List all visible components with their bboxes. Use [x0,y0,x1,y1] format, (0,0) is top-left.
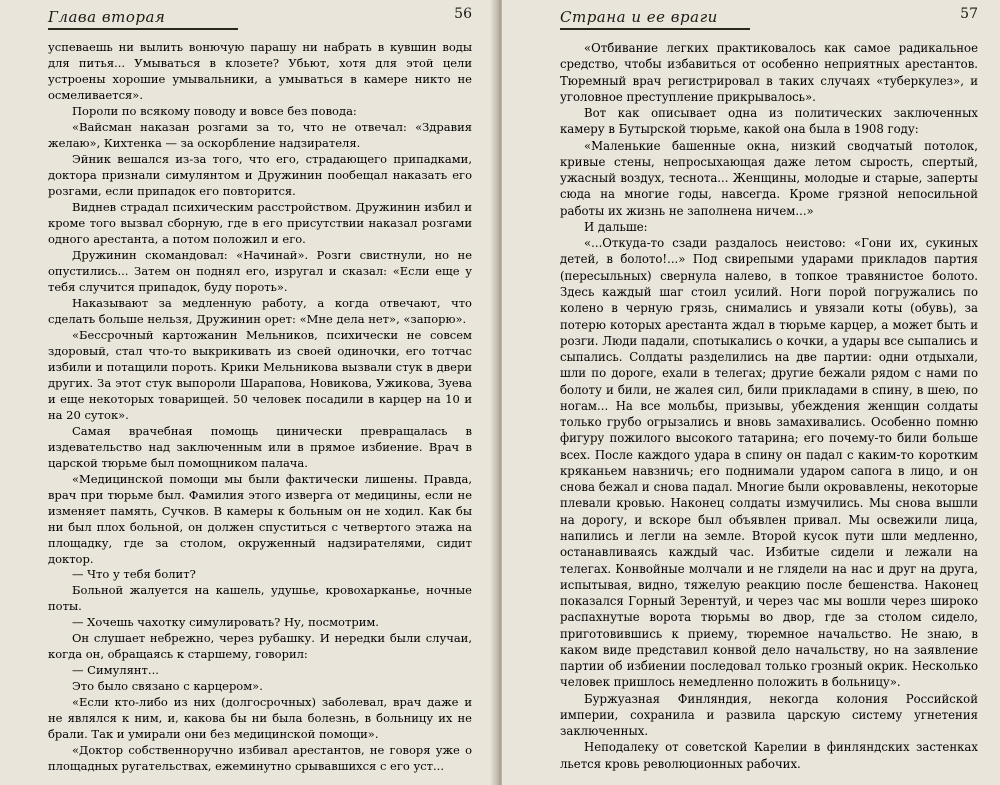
right-running-title: Страна и ее враги [560,8,718,26]
paragraph: Неподалеку от советской Карелии в финляндских застенках льется кровь революционных рабочих. [560,740,978,771]
paragraph: Это было связано с карцером». [72,679,263,694]
paragraph: «Отбивание легких практиковалось как самое радикальное средство, чтобы избавиться от особенно неприятных арестантов. Тюремный врач регистрировал в таких случаях «туберкулез», и уголовное преступление прикрывалось». [560,41,978,104]
left-running-title: Глава вторая [48,8,166,26]
paragraph: — Симулянт... [72,663,159,678]
paragraph: — Что у тебя болит? [72,567,196,582]
paragraph: Буржуазная Финляндия, некогда колония Российской империи, сохранила и развила царскую систему угнетения заключенных. [560,691,978,739]
paragraph: Самая врачебная помощь цинически превращалась в издевательство над заключенным или в прямое избиение. Врач в царской тюрьме был помощником палача. [48,423,472,470]
right-page-header [560,2,978,36]
paragraph: «Если кто-либо из них (долгосрочных) заболевал, врач даже и не являлся к ним, и, какова бы ни была болезнь, в больницу их не брали. Так и умирали они без медицинской помощи». [48,695,472,742]
paragraph: «Медицинской помощи мы были фактически лишены. Правда, врач при тюрьме был. Фамилия этого изверга от медицины, если не изменяет память, Сучков. В камеры к больным он не ходил. Как бы ни был плох больной, он должен спуститься с четвертого этажа на площадку, где за столом, окруженный надзирателями, сидит доктор. [48,471,472,566]
paragraph: Эйник вешался из-за того, что его, страдающего припадками, доктора признали симулянтом и Дружинин пообещал наказать его розгами, если припадок его повторится. [48,151,472,198]
paragraph: «Доктор собственноручно избивал арестантов, не говоря уже о площадных ругательствах, ежеминутно срывавшихся с его уст... [48,743,472,774]
paragraph: Больной жалуется на кашель, удушье, кровохарканье, ночные поты. [48,583,472,614]
paragraph: И дальше: [584,219,648,234]
left-header-rule [48,28,238,30]
paragraph: Он слушает небрежно, через рубашку. И нередки были случаи, когда он, обращаясь к старшему, говорил: [48,631,472,662]
left-page-number: 56 [454,6,472,22]
paragraph: Наказывают за медленную работу, а когда отвечают, что сделать больше нельзя, Дружинин орет: «Мне дела нет», «запорю». [48,295,472,326]
paragraph: Дружинин скомандовал: «Начинай». Розги свистнули, но не опустились... Затем он поднял его, изругал и сказал: «Если еще у тебя случится припадок, буду пороть». [48,247,472,294]
paragraph: Пороли по всякому поводу и вовсе без повода: [72,103,357,118]
right-page-body [560,40,978,775]
paragraph: Виднев страдал психическим расстройством. Дружинин избил и кроме того вызвал сборную, где в его присутствии наказал розгами одного арестанта, а потом положил и его. [48,199,472,246]
paragraph: — Хочешь чахотку симулировать? Ну, посмотрим. [72,615,379,630]
left-page-header [48,2,472,36]
paragraph: «Бессрочный картожанин Мельников, психически не совсем здоровый, стал что-то выкрикивать из своей одиночки, его тотчас избили и потащили пороть. Крики Мельникова вызвали стук в двери других. За этот стук выпороли Шарапова, Новикова, Ужикова, Зуева и еще некоторых товарищей. 50 человек посадили в карцер на 10 и на 20 суток». [48,327,472,422]
paragraph: Вот как описывает одна из политических заключенных камеру в Бутырской тюрьме, какой она была в 1908 году: [560,106,978,137]
paragraph: «...Откуда-то сзади раздалось неистово: «Гони их, сукиных детей, в болото!...» Под свирепыми ударами прикладов партия (пересыльных) свернула налево, в топкое травянистое болото. Здесь каждый шаг стоил усилий. Ноги порой погружались по колено в черную грязь, снимались и увязали коты (обувь), за потерю которых арестанта ждал в тюрьме карцер, а может быть и розги. Люди падали, спотыкались о кочки, а удары все сыпались и сыпались. Солдаты разделились на две партии: одни отдыхали, шли по дороге, ехали в телегах; другие бежали рядом с нами по болоту и били, не жалея сил, били прикладами в спину, в шею, по ногам... На все мольбы, призывы, убеждения женщин солдаты только грубо огрызались и вновь замахивались. Особенно помню фигуру пожилого высокого татарина; его почему-то били больше всех. После каждого удара в спину он падал с каким-то коротким кряканьем навзничь; его поднимали ударом сапога в лицо, и он снова бежал и снова падал. Многие были окровавлены, некоторые плевали кровью. Наконец солдаты измучились. Мы снова вышли на дорогу, и вскоре был объявлен привал. Мы освежили лица, напились и легли на земле. Второй кусок пути шли медленно, останавливаясь каждый час. Избитые сидели и лежали на телегах. Конвойные молчали и не глядели на нас и друг на друга, испытывая, видно, тяжелую реакцию после бешенства. Наконец показался Горный Зерентуй, и через час мы вошли через широко распахнутые ворота тюрьмы во двор, где за столом сидело, приготовившись к приему, тюремное начальство. Не знаю, в каком виде представил конвой дело начальству, но на заявление партии об избиении последовал только грозный окрик. Несколько человек пришлось немедленно положить в больницу». [560,236,978,690]
right-header-rule [560,28,750,30]
paragraph: «Вайсман наказан розгами за то, что не отвечал: «Здравия желаю», Кихтенка — за оскорбление надзирателя. [48,119,472,150]
paragraph: успеваешь ни вылить вонючую парашу ни набрать в кувшин воды для питья... Умываться в клозете? Убьют, хотя для этой цели устроены хорошие умывальники, а умываться в камере никто не осмеливается». [48,40,472,102]
paragraph: «Маленькие башенные окна, низкий сводчатый потолок, кривые стены, непросыхающая даже летом сырость, спертый, ужасный воздух, теснота... Женщины, молодые и старые, заперты сюда на многие годы, навсегда. Кроме грязной непосильной работы их жизнь не заполнена ничем...» [560,138,978,218]
left-page-body [48,40,472,775]
right-page-number: 57 [960,6,978,22]
